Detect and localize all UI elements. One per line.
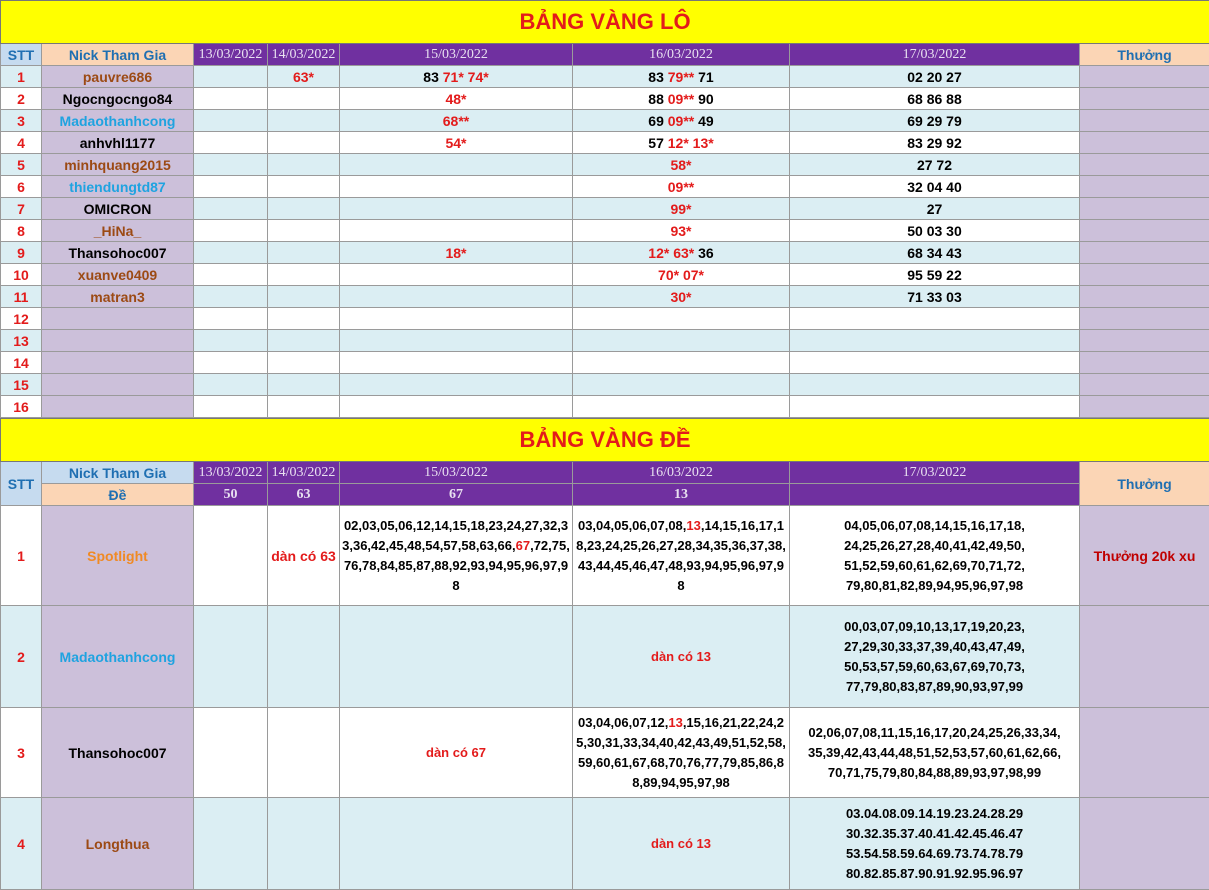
de-title: BẢNG VÀNG ĐỀ: [1, 419, 1209, 462]
prize-cell: [1080, 88, 1209, 110]
prize-cell: [1080, 352, 1209, 374]
date-cell: 63*: [268, 66, 340, 88]
number-segment: 99*: [670, 201, 691, 217]
date-cell: 04,05,06,07,08,14,15,16,17,18, 24,25,26,27,28,40,41,42,49,50, 51,52,59,60,61,62,69,70,71,72, 79,80,81,82,89,94,95,96,97,98: [790, 506, 1080, 606]
date-cell: [194, 110, 268, 132]
date-cell: [340, 374, 573, 396]
date-cell: [340, 198, 573, 220]
date-cell: 68 86 88: [790, 88, 1080, 110]
stt-cell: 9: [1, 242, 42, 264]
date-cell: [268, 330, 340, 352]
date-cell: [268, 708, 340, 798]
number-segment: 09**: [668, 179, 694, 195]
date-cell: [268, 198, 340, 220]
date-header: 13/03/2022: [194, 462, 268, 484]
nick-cell: [42, 352, 194, 374]
result-cell: 13: [573, 484, 790, 506]
table-row: [1, 286, 1209, 308]
date-cell: [340, 396, 573, 418]
date-cell: 27: [790, 198, 1080, 220]
nick-cell: Madaothanhcong: [42, 110, 194, 132]
result-cell: 63: [268, 484, 340, 506]
stt-cell: 10: [1, 264, 42, 286]
date-cell: [194, 198, 268, 220]
prize-cell: [1080, 66, 1209, 88]
nick-cell: Madaothanhcong: [42, 606, 194, 708]
date-cell: 95 59 22: [790, 264, 1080, 286]
date-cell: [340, 132, 573, 154]
table-row: [1, 330, 1209, 352]
date-cell: [340, 308, 573, 330]
stt-cell: 7: [1, 198, 42, 220]
nick-cell: Spotlight: [42, 506, 194, 606]
date-cell: [268, 154, 340, 176]
nick-header: Nick Tham Gia: [42, 44, 194, 66]
date-cell: [790, 396, 1080, 418]
date-cell: [573, 506, 790, 606]
number-segment: 83: [423, 69, 442, 85]
table-row: [1, 176, 1209, 198]
prize-cell: [1080, 264, 1209, 286]
number-segment: ,15,16,21,22,24,25,30,31,33,34,40,42,43,49,51,52,58,59,60,61,67,68,70,76,77,79,85,86,88,89,94,95,97,98: [576, 715, 786, 790]
date-cell: [573, 220, 790, 242]
number-segment: 57: [648, 135, 667, 151]
date-cell: [268, 396, 340, 418]
result-cell: 67: [340, 484, 573, 506]
date-cell: [573, 606, 790, 708]
number-segment: 54*: [445, 135, 466, 151]
number-segment: 02,03,05,06,12,14,15,18,23,24,27,32,33,36,42,45,48,54,57,58,63,66,: [342, 518, 568, 553]
table-row: [1, 220, 1209, 242]
date-header: 14/03/2022: [268, 44, 340, 66]
stt-cell: 6: [1, 176, 42, 198]
nick-cell: Thansohoc007: [42, 242, 194, 264]
date-cell: [268, 242, 340, 264]
prize-cell: [1080, 606, 1209, 708]
number-segment: dàn có 13: [651, 649, 711, 664]
table-row: [1, 264, 1209, 286]
date-cell: [573, 708, 790, 798]
number-segment: 03,04,05,06,07,08,: [578, 518, 686, 533]
stt-cell: 12: [1, 308, 42, 330]
date-cell: 02,06,07,08,11,15,16,17,20,24,25,26,33,34, 35,39,42,43,44,48,51,52,53,57,60,61,62,66, 70,71,75,79,80,84,88,89,93,97,98,99: [790, 708, 1080, 798]
date-cell: [573, 308, 790, 330]
nick-cell: Longthua: [42, 798, 194, 890]
date-cell: [340, 88, 573, 110]
de-table: [0, 418, 1209, 890]
table-row: [1, 154, 1209, 176]
date-cell: [340, 154, 573, 176]
number-segment: 79**: [668, 69, 694, 85]
prize-cell: [1080, 798, 1209, 890]
number-segment: 49: [694, 113, 713, 129]
prize-cell: [1080, 132, 1209, 154]
date-cell: [340, 242, 573, 264]
date-cell: [194, 132, 268, 154]
number-segment: 88: [648, 91, 667, 107]
stt-cell: 16: [1, 396, 42, 418]
prize-cell: [1080, 708, 1209, 798]
date-cell: 02 20 27: [790, 66, 1080, 88]
date-cell: [268, 606, 340, 708]
date-cell: [573, 154, 790, 176]
date-cell: [340, 176, 573, 198]
date-header: 13/03/2022: [194, 44, 268, 66]
number-segment: 03,04,06,07,12,: [578, 715, 668, 730]
number-segment: 09**: [668, 91, 694, 107]
date-cell: [194, 798, 268, 890]
date-cell: [340, 708, 573, 798]
de-label: Đề: [42, 484, 194, 506]
date-cell: 27 72: [790, 154, 1080, 176]
nick-cell: Thansohoc007: [42, 708, 194, 798]
date-cell: [340, 110, 573, 132]
date-cell: [268, 308, 340, 330]
date-cell: [194, 220, 268, 242]
prize-header: Thưởng: [1080, 44, 1209, 66]
table-row: [1, 66, 1209, 88]
prize-cell: [1080, 396, 1209, 418]
date-cell: [268, 264, 340, 286]
date-cell: [340, 330, 573, 352]
prize-cell: [1080, 308, 1209, 330]
date-cell: [268, 176, 340, 198]
stt-cell: 8: [1, 220, 42, 242]
table-row: [1, 308, 1209, 330]
prize-cell: [1080, 220, 1209, 242]
prize-header: Thưởng: [1080, 462, 1209, 506]
stt-cell: 3: [1, 110, 42, 132]
table-row: [1, 708, 1209, 798]
number-segment: 36: [694, 245, 713, 261]
date-cell: [268, 88, 340, 110]
date-cell: [573, 330, 790, 352]
date-cell: [573, 352, 790, 374]
date-header: 16/03/2022: [573, 44, 790, 66]
nick-cell: pauvre686: [42, 66, 194, 88]
table-row: [1, 374, 1209, 396]
lo-table: [0, 0, 1209, 418]
stt-header: STT: [1, 44, 42, 66]
date-cell: 69 29 79: [790, 110, 1080, 132]
table-row: [1, 506, 1209, 606]
date-cell: [194, 396, 268, 418]
date-cell: [194, 506, 268, 606]
number-segment: 90: [694, 91, 713, 107]
stt-cell: 5: [1, 154, 42, 176]
date-cell: [268, 286, 340, 308]
date-header: 14/03/2022: [268, 462, 340, 484]
date-cell: [268, 220, 340, 242]
stt-cell: 11: [1, 286, 42, 308]
date-cell: [194, 176, 268, 198]
date-cell: [340, 286, 573, 308]
prize-cell: [1080, 154, 1209, 176]
date-cell: [340, 220, 573, 242]
prize-cell: [1080, 110, 1209, 132]
date-cell: 50 03 30: [790, 220, 1080, 242]
table-row: [1, 352, 1209, 374]
table-row: [1, 198, 1209, 220]
date-header: 15/03/2022: [340, 462, 573, 484]
lo-title: BẢNG VÀNG LÔ: [1, 1, 1209, 44]
table-row: [1, 606, 1209, 708]
date-cell: [573, 88, 790, 110]
prize-cell: [1080, 198, 1209, 220]
date-cell: [573, 198, 790, 220]
date-cell: [194, 88, 268, 110]
prize-cell: [1080, 330, 1209, 352]
number-segment: ,14,15,16,17,18,23,24,25,26,27,28,34,35,36,37,38,43,44,45,46,47,48,93,94,95,96,97,98: [576, 518, 786, 593]
date-header: 15/03/2022: [340, 44, 573, 66]
number-segment: 13: [686, 518, 700, 533]
date-cell: [573, 176, 790, 198]
nick-cell: thiendungtd87: [42, 176, 194, 198]
stt-cell: 1: [1, 506, 42, 606]
nick-cell: OMICRON: [42, 198, 194, 220]
date-cell: [573, 286, 790, 308]
table-row: [1, 132, 1209, 154]
number-segment: 13: [668, 715, 682, 730]
nick-cell: [42, 374, 194, 396]
date-cell: [194, 330, 268, 352]
number-segment: dàn có 13: [651, 836, 711, 851]
date-cell: [268, 374, 340, 396]
stt-cell: 15: [1, 374, 42, 396]
stt-cell: 4: [1, 798, 42, 890]
date-cell: 03.04.08.09.14.19.23.24.28.29 30.32.35.37.40.41.42.45.46.47 53.54.58.59.64.69.73.74.78.79 80.82.85.87.90.91.92.95.96.97: [790, 798, 1080, 890]
number-segment: 09**: [668, 113, 694, 129]
nick-cell: xuanve0409: [42, 264, 194, 286]
date-cell: [194, 708, 268, 798]
table-row: [1, 88, 1209, 110]
result-cell: 50: [194, 484, 268, 506]
date-cell: [340, 506, 573, 606]
date-cell: [194, 242, 268, 264]
number-segment: 30*: [670, 289, 691, 305]
date-cell: [573, 110, 790, 132]
date-header: 17/03/2022: [790, 462, 1080, 484]
number-segment: 12* 13*: [668, 135, 714, 151]
nick-cell: matran3: [42, 286, 194, 308]
nick-cell: [42, 330, 194, 352]
number-segment: 71* 74*: [443, 69, 489, 85]
date-cell: [194, 374, 268, 396]
stt-header: STT: [1, 462, 42, 506]
date-header: 16/03/2022: [573, 462, 790, 484]
prize-cell: [1080, 242, 1209, 264]
date-cell: 32 04 40: [790, 176, 1080, 198]
stt-cell: 2: [1, 88, 42, 110]
date-cell: [194, 286, 268, 308]
number-segment: 48*: [445, 91, 466, 107]
nick-cell: [42, 396, 194, 418]
stt-cell: 3: [1, 708, 42, 798]
date-cell: [268, 110, 340, 132]
result-cell: [790, 484, 1080, 506]
date-cell: 71 33 03: [790, 286, 1080, 308]
table-row: [1, 242, 1209, 264]
stt-cell: 14: [1, 352, 42, 374]
table-row: [1, 396, 1209, 418]
date-cell: [790, 374, 1080, 396]
number-segment: 67: [516, 538, 530, 553]
date-cell: [340, 264, 573, 286]
table-row: [1, 798, 1209, 890]
number-segment: 68**: [443, 113, 469, 129]
nick-cell: anhvhl1177: [42, 132, 194, 154]
date-cell: [573, 374, 790, 396]
date-cell: [573, 396, 790, 418]
nick-cell: minhquang2015: [42, 154, 194, 176]
number-segment: 18*: [445, 245, 466, 261]
date-cell: 83 29 92: [790, 132, 1080, 154]
date-cell: [790, 352, 1080, 374]
date-cell: [268, 132, 340, 154]
number-segment: ,72,75,76,78,84,85,87,88,92,93,94,95,96,97,98: [344, 538, 570, 593]
nick-cell: _HiNa_: [42, 220, 194, 242]
nick-header: Nick Tham Gia: [42, 462, 194, 484]
date-cell: [573, 242, 790, 264]
table-row: [1, 110, 1209, 132]
date-cell: [340, 606, 573, 708]
date-cell: [194, 66, 268, 88]
stt-cell: 2: [1, 606, 42, 708]
date-cell: [790, 330, 1080, 352]
date-cell: [194, 352, 268, 374]
prize-cell: [1080, 374, 1209, 396]
date-cell: [573, 66, 790, 88]
stt-cell: 13: [1, 330, 42, 352]
date-cell: [194, 154, 268, 176]
nick-cell: [42, 308, 194, 330]
date-cell: [340, 798, 573, 890]
number-segment: 93*: [670, 223, 691, 239]
prize-cell: [1080, 286, 1209, 308]
date-cell: [268, 798, 340, 890]
date-cell: [573, 132, 790, 154]
number-segment: dàn có 67: [426, 745, 486, 760]
number-segment: 83: [648, 69, 667, 85]
number-segment: 70* 07*: [658, 267, 704, 283]
date-cell: 00,03,07,09,10,13,17,19,20,23, 27,29,30,33,37,39,40,43,47,49, 50,53,57,59,60,63,67,69,70,73, 77,79,80,83,87,89,90,93,97,99: [790, 606, 1080, 708]
date-cell: [790, 308, 1080, 330]
prize-cell: [1080, 176, 1209, 198]
date-cell: [573, 798, 790, 890]
date-cell: [340, 352, 573, 374]
number-segment: 12* 63*: [648, 245, 694, 261]
nick-cell: Ngocngocngo84: [42, 88, 194, 110]
date-cell: dàn có 63: [268, 506, 340, 606]
date-header: 17/03/2022: [790, 44, 1080, 66]
number-segment: 71: [694, 69, 713, 85]
stt-cell: 1: [1, 66, 42, 88]
stt-cell: 4: [1, 132, 42, 154]
date-cell: 68 34 43: [790, 242, 1080, 264]
date-cell: [268, 352, 340, 374]
date-cell: [194, 308, 268, 330]
date-cell: [340, 66, 573, 88]
prize-cell: Thưởng 20k xu: [1080, 506, 1209, 606]
date-cell: [194, 264, 268, 286]
date-cell: [194, 606, 268, 708]
date-cell: [573, 264, 790, 286]
number-segment: 69: [648, 113, 667, 129]
number-segment: 58*: [670, 157, 691, 173]
